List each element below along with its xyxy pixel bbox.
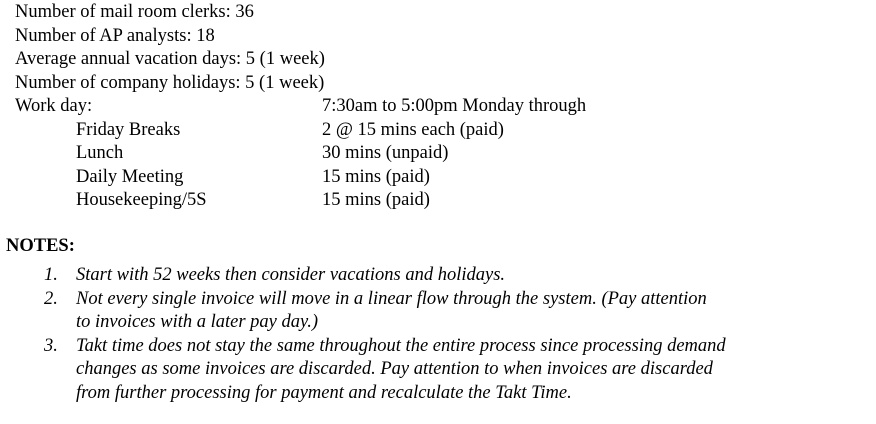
schedule-value: 15 mins (paid) [322,190,430,210]
note-item [44,288,844,335]
schedule-value: 15 mins (paid) [322,166,430,187]
schedule-label: Lunch [76,143,124,163]
schedule-row-meeting [15,166,430,190]
schedule-label: Housekeeping/5S [76,190,207,210]
fact-mail-room-clerks: Number of mail room clerks: 36 [15,2,254,22]
note-text: from further processing for payment and recalculate the Takt Time. [76,382,572,403]
note-item [44,335,844,406]
note-text: Takt time does not stay the same throughout the entire process since processing demand [76,335,726,356]
note-number: 2. [44,288,58,309]
note-number: 3. [44,335,58,356]
note-text: Not every single invoice will move in a linear flow through the system. (Pay attention [76,288,707,309]
notes-heading: NOTES: [6,236,75,256]
workday-row [15,95,587,119]
schedule-row-lunch [15,142,449,166]
fact-vacation-days: Average annual vacation days: 5 (1 week) [15,49,325,69]
fact-ap-analysts: Number of AP analysts: 18 [15,25,215,46]
fact-company-holidays: Number of company holidays: 5 (1 week) [15,72,325,93]
schedule-row-breaks [15,119,504,143]
note-number: 1. [44,265,58,285]
workday-label: Work day: [15,96,93,116]
note-text: changes as some invoices are discarded. Pay attention to when invoices are discarded [76,359,713,379]
facts-section [15,1,587,213]
schedule-label: Friday Breaks [76,119,181,140]
notes-list [44,264,844,405]
schedule-value: 2 @ 15 mins each (paid) [322,119,504,140]
schedule-value: 30 mins (unpaid) [322,143,449,163]
schedule-row-housekeeping [15,189,430,213]
schedule-label: Daily Meeting [76,166,184,187]
note-text: Start with 52 weeks then consider vacations and holidays. [76,265,506,285]
note-item [44,264,844,288]
workday-value: 7:30am to 5:00pm Monday through [322,96,587,116]
note-text: to invoices with a later pay day.) [76,312,318,332]
